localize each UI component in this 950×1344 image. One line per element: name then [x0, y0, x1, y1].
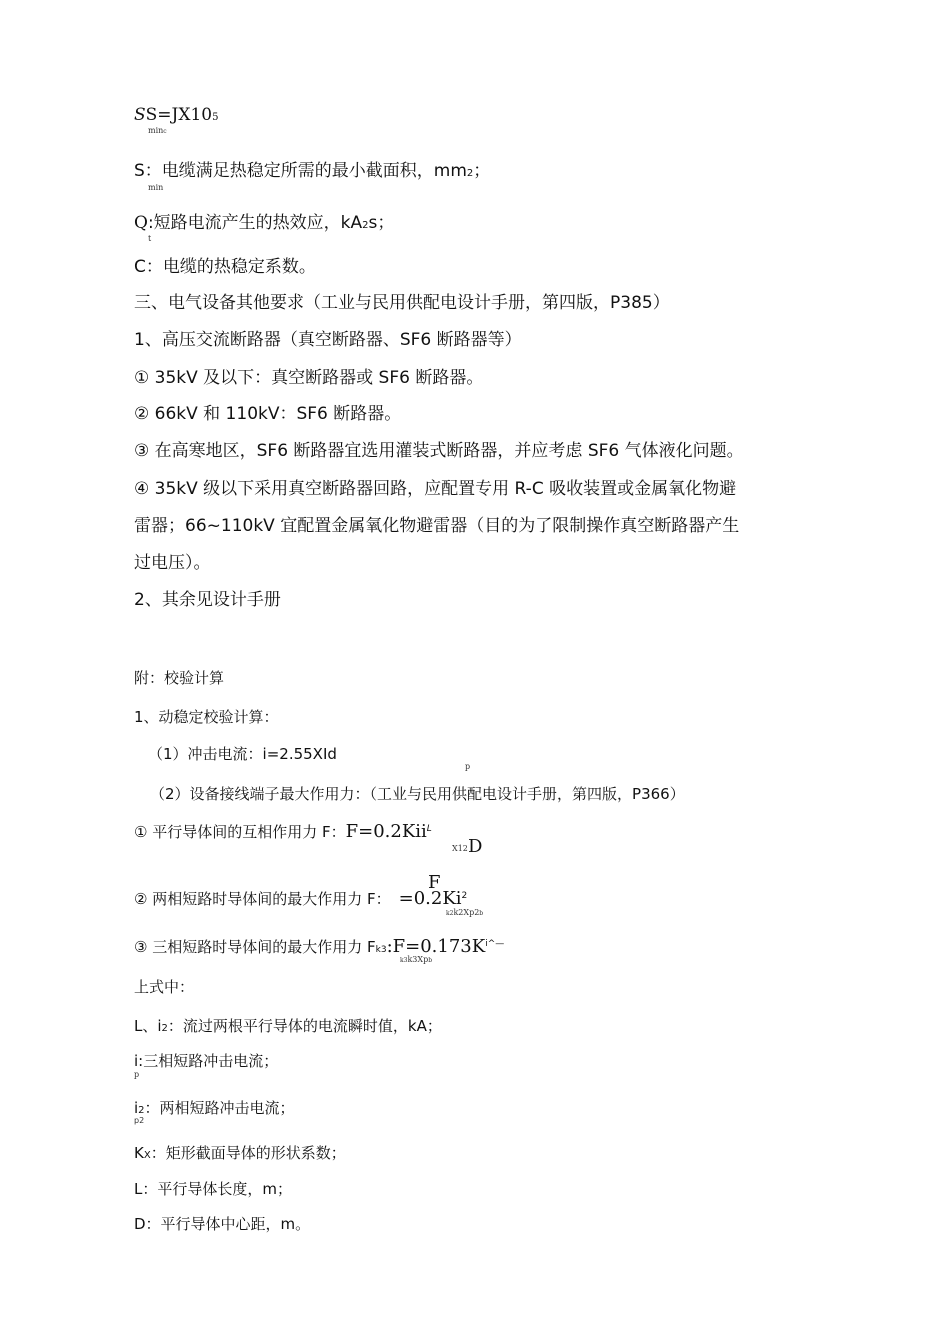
def-smin-sub: min — [148, 183, 164, 192]
force-formula-1: ① 平行导体间的互相作用力 F：F=0.2Kii$^L$ — [134, 821, 432, 842]
def-ip-sub: p — [134, 1070, 140, 1079]
def-l-i2: L、i2：流过两根平行导体的电流瞬时值，kA； — [134, 1017, 442, 1035]
def-smin: S：电缆满足热稳定所需的最小截面积，mm2； — [134, 161, 491, 181]
where-heading: 上式中： — [134, 978, 195, 996]
def-qt-sub: t — [148, 234, 152, 243]
appendix-item1: 1、动稳定校验计算： — [134, 708, 279, 726]
section3-heading: 三、电气设备其他要求（工业与民用供配电设计手册，第四版，P385） — [134, 293, 670, 313]
force-formula-3-sub: k3k3Xpb — [400, 955, 433, 964]
impulse-current-sub: p — [465, 762, 471, 771]
impulse-current: （1）冲击电流：i=2.55XId — [148, 745, 337, 763]
force-formula-1-den: D — [468, 836, 483, 857]
formula-smin-exp: 5 — [212, 112, 219, 123]
force-formula-2: ② 两相短路时导体间的最大作用力 F： $=0.2Ki^2$ — [134, 888, 468, 909]
force-formula-3: ③ 三相短路时导体间的最大作用力 $Fk3:F=0.173K^{i\^{}—}$ — [134, 936, 505, 957]
def-kx: KX：矩形截面导体的形状系数； — [134, 1144, 346, 1162]
force-heading: （2）设备接线端子最大作用力：（工业与民用供配电设计手册，第四版，P366） — [150, 785, 685, 803]
section3-point4-line2: 雷器；66~110kV 宜配置金属氧化物避雷器（目的为了限制操作真空断路器产生 — [134, 516, 740, 536]
formula-smin: SS=JX105 — [134, 105, 219, 125]
def-distance: D：平行导体中心距，m。 — [134, 1215, 311, 1233]
section3-point3: ③ 在高寒地区，SF6 断路器宜选用灌装式断路器，并应考虑 SF6 气体液化问题。 — [134, 441, 744, 461]
force-formula-1-sub: X12 — [452, 844, 468, 853]
def-c: C：电缆的热稳定系数。 — [134, 257, 316, 277]
section3-item1: 1、高压交流断路器（真空断路器、SF6 断路器等） — [134, 330, 522, 350]
section3-point4-line3: 过电压）。 — [134, 553, 211, 573]
section3-point2: ② 66kV 和 110kV：SF6 断路器。 — [134, 404, 402, 424]
def-qt: Q:短路电流产生的热效应，kA2s； — [134, 213, 395, 233]
force-formula-2-F: F — [428, 872, 441, 893]
section3-point1: ① 35kV 及以下：真空断路器或 SF6 断路器。 — [134, 368, 484, 388]
def-ip: i:三相短路冲击电流； — [134, 1052, 279, 1070]
def-i2p2-sub: p2 — [134, 1116, 145, 1125]
section3-item2: 2、其余见设计手册 — [134, 590, 281, 610]
appendix-title: 附：校验计算 — [134, 669, 225, 687]
def-length: L：平行导体长度，m； — [134, 1180, 292, 1198]
formula-smin-sub: minc — [148, 126, 167, 135]
def-i2p2: i2：两相短路冲击电流； — [134, 1099, 295, 1117]
formula-smin-main: S=JX10 — [145, 105, 213, 125]
section3-point4-line1: ④ 35kV 级以下采用真空断路器回路，应配置专用 R-C 吸收装置或金属氧化物避 — [134, 479, 737, 499]
force-formula-2-sub: k2k2Xp2b — [446, 908, 484, 917]
